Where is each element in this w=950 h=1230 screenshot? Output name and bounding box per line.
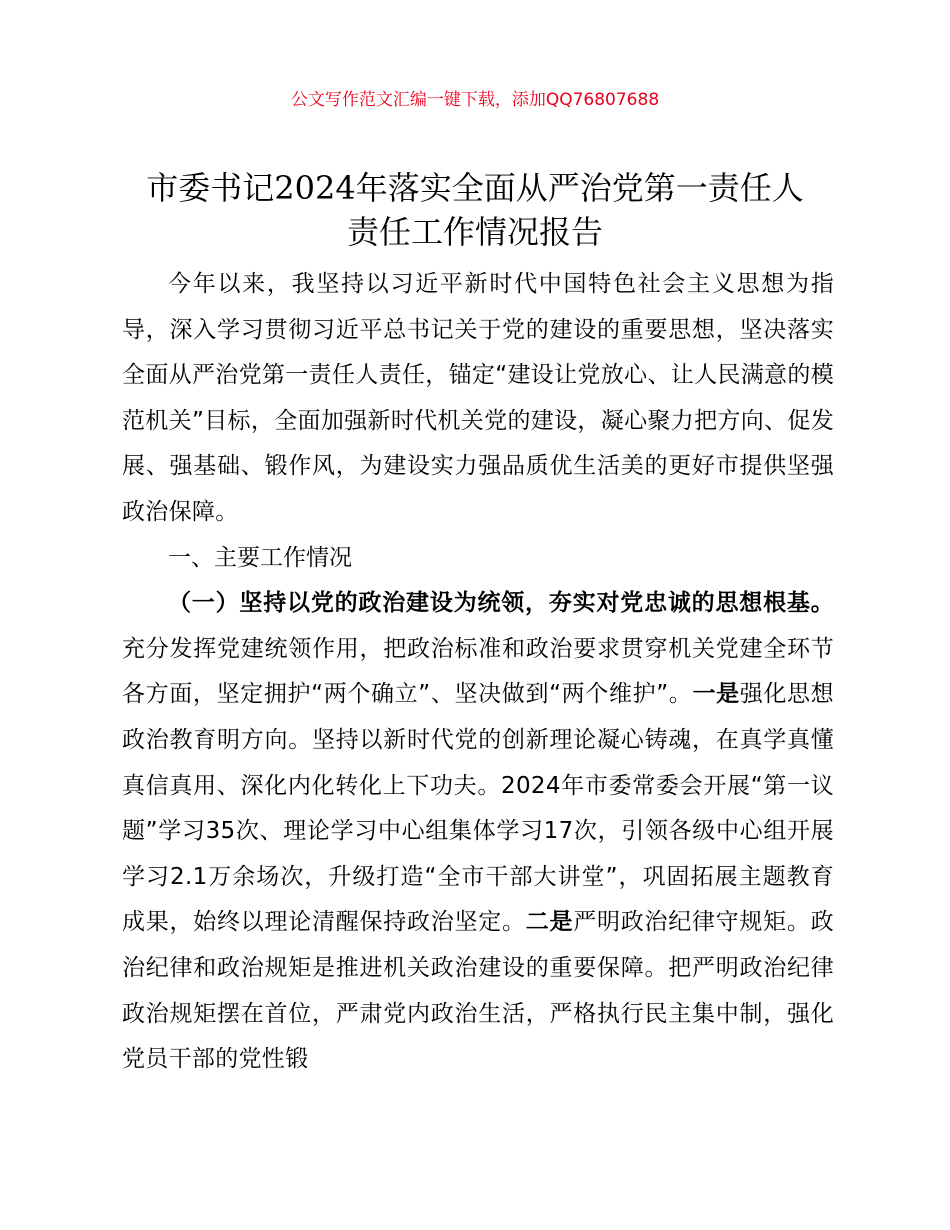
subsection-heading: （一）坚持以党的政治建设为统领，夯实对党忠诚的思想根基。 [168, 590, 834, 617]
section-heading: 一、主要工作情况 [168, 544, 352, 571]
point-1-text: 强化思想政治教育明方向。坚持以新时代党的创新理论凝心铸魂，在真学真懂真信真用、深化内化转化上下功夫。2024年市委常委会开展“第一议题”学习35次、理论学习中心组集体学习17次，引领各级中心组开展学习2.1万余场次，升级打造“全市干部大讲堂”，巩固拓展主题教育成果，始终以理论清醒保持政治坚定。 [122, 681, 834, 936]
download-banner: 公文写作范文汇编一键下载，添加QQ76807688 [290, 90, 660, 110]
intro-paragraph: 今年以来，我坚持以习近平新时代中国特色社会主义思想为指导，深入学习贯彻习近平总书记关于党的建设的重要思想，坚决落实全面从严治党第一责任人责任，锚定“建设让党放心、让人民满意的模范机关”目标，全面加强新时代机关党的建设，凝心聚力把方向、促发展、强基础、锻作风，为建设实力强品质优生活美的更好市提供坚强政治保障。 [122, 271, 834, 525]
document-body [122, 262, 834, 1083]
subsection-paragraph [122, 581, 834, 1083]
point-2-label: 二是 [525, 909, 574, 936]
point-2-text: 严明政治纪律守规矩。政治纪律和政治规矩是推进机关政治建设的重要保障。把严明政治纪律政治规矩摆在首位，严肃党内政治生活，严格执行民主集中制，强化党员干部的党性锻 [122, 909, 834, 1073]
subsection-text: 充分发挥党建统领作用，把政治标准和政治要求贯穿机关党建全环节各方面，坚定拥护“两个确立”、坚决做到“两个维护”。 [122, 635, 834, 708]
title-line-1: 市委书记2024年落实全面从严治党第一责任人 [146, 169, 804, 207]
title-line-2: 责任工作情况报告 [346, 213, 603, 251]
document-title [100, 166, 850, 254]
point-1-label: 一是 [692, 681, 740, 708]
